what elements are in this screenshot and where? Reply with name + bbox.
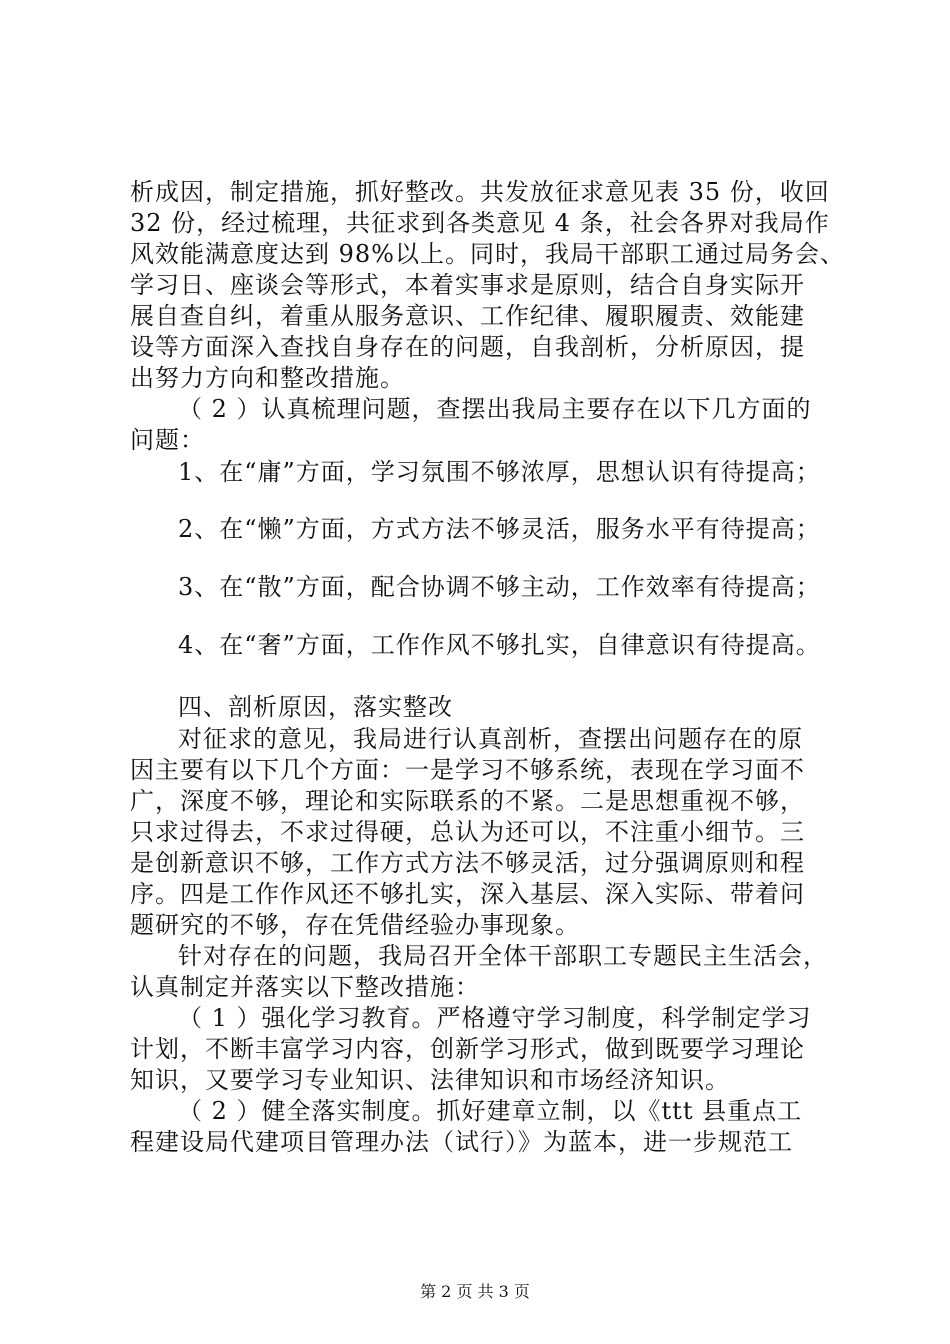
page-number: 第 2 页 共 3 页	[420, 1282, 530, 1301]
paragraph-line: 知识，又要学习专业知识、法律知识和市场经济知识。	[130, 1066, 730, 1094]
paragraph-line: （ 2 ）健全落实制度。抓好建章立制，以《ttt 县重点工	[178, 1097, 803, 1125]
paragraph-line: 认真制定并落实以下整改措施：	[130, 973, 480, 1001]
paragraph-line: 只求过得去，不求过得硬，总认为还可以，不注重小细节。三	[130, 818, 805, 846]
list-item: 3、在“散”方面，配合协调不够主动，工作效率有待提高；	[178, 573, 821, 601]
paragraph-line: 针对存在的问题，我局召开全体干部职工专题民主生活会，	[178, 942, 828, 970]
paragraph-line: 题研究的不够，存在凭借经验办事现象。	[130, 911, 580, 939]
paragraph-line: 设等方面深入查找自身存在的问题，自我剖析，分析原因，提	[130, 333, 805, 361]
paragraph-line: 广，深度不够，理论和实际联系的不紧。二是思想重视不够，	[130, 787, 805, 815]
paragraph-line: 问题：	[130, 426, 205, 454]
paragraph-line: 学习日、座谈会等形式，本着实事求是原则，结合自身实际开	[130, 271, 805, 299]
paragraph-line: （ 2 ）认真梳理问题，查摆出我局主要存在以下几方面的	[178, 395, 812, 423]
paragraph-line: 是创新意识不够，工作方式方法不够灵活，过分强调原则和程	[130, 849, 805, 877]
paragraph-line: 出努力方向和整改措施。	[130, 364, 405, 392]
list-item: 2、在“懒”方面，方式方法不够灵活，服务水平有待提高；	[178, 515, 821, 543]
paragraph-line: 展自查自纠，着重从服务意识、工作纪律、履职履责、效能建	[130, 302, 805, 330]
paragraph-line: 计划，不断丰富学习内容，创新学习形式，做到既要学习理论	[130, 1035, 805, 1063]
paragraph-line: 对征求的意见，我局进行认真剖析，查摆出问题存在的原	[178, 725, 803, 753]
paragraph-line: 因主要有以下几个方面：一是学习不够系统，表现在学习面不	[130, 756, 805, 784]
paragraph-line: 析成因，制定措施，抓好整改。共发放征求意见表 35 份，收回	[130, 178, 830, 206]
list-item: 1、在“庸”方面，学习氛围不够浓厚，思想认识有待提高；	[178, 458, 821, 486]
list-item: 4、在“奢”方面，工作作风不够扎实，自律意识有待提高。	[178, 631, 821, 659]
paragraph-line: 风效能满意度达到 98%以上。同时，我局干部职工通过局务会、	[130, 240, 845, 268]
section-heading: 四、剖析原因，落实整改	[178, 693, 453, 721]
paragraph-line: 程建设局代建项目管理办法（试行）》为蓝本，进一步规范工	[130, 1128, 793, 1156]
paragraph-line: （ 1 ）强化学习教育。严格遵守学习制度，科学制定学习	[178, 1004, 812, 1032]
paragraph-line: 序。四是工作作风还不够扎实，深入基层、深入实际、带着问	[130, 880, 805, 908]
paragraph-line: 32 份，经过梳理，共征求到各类意见 4 条，社会各界对我局作	[130, 209, 830, 237]
